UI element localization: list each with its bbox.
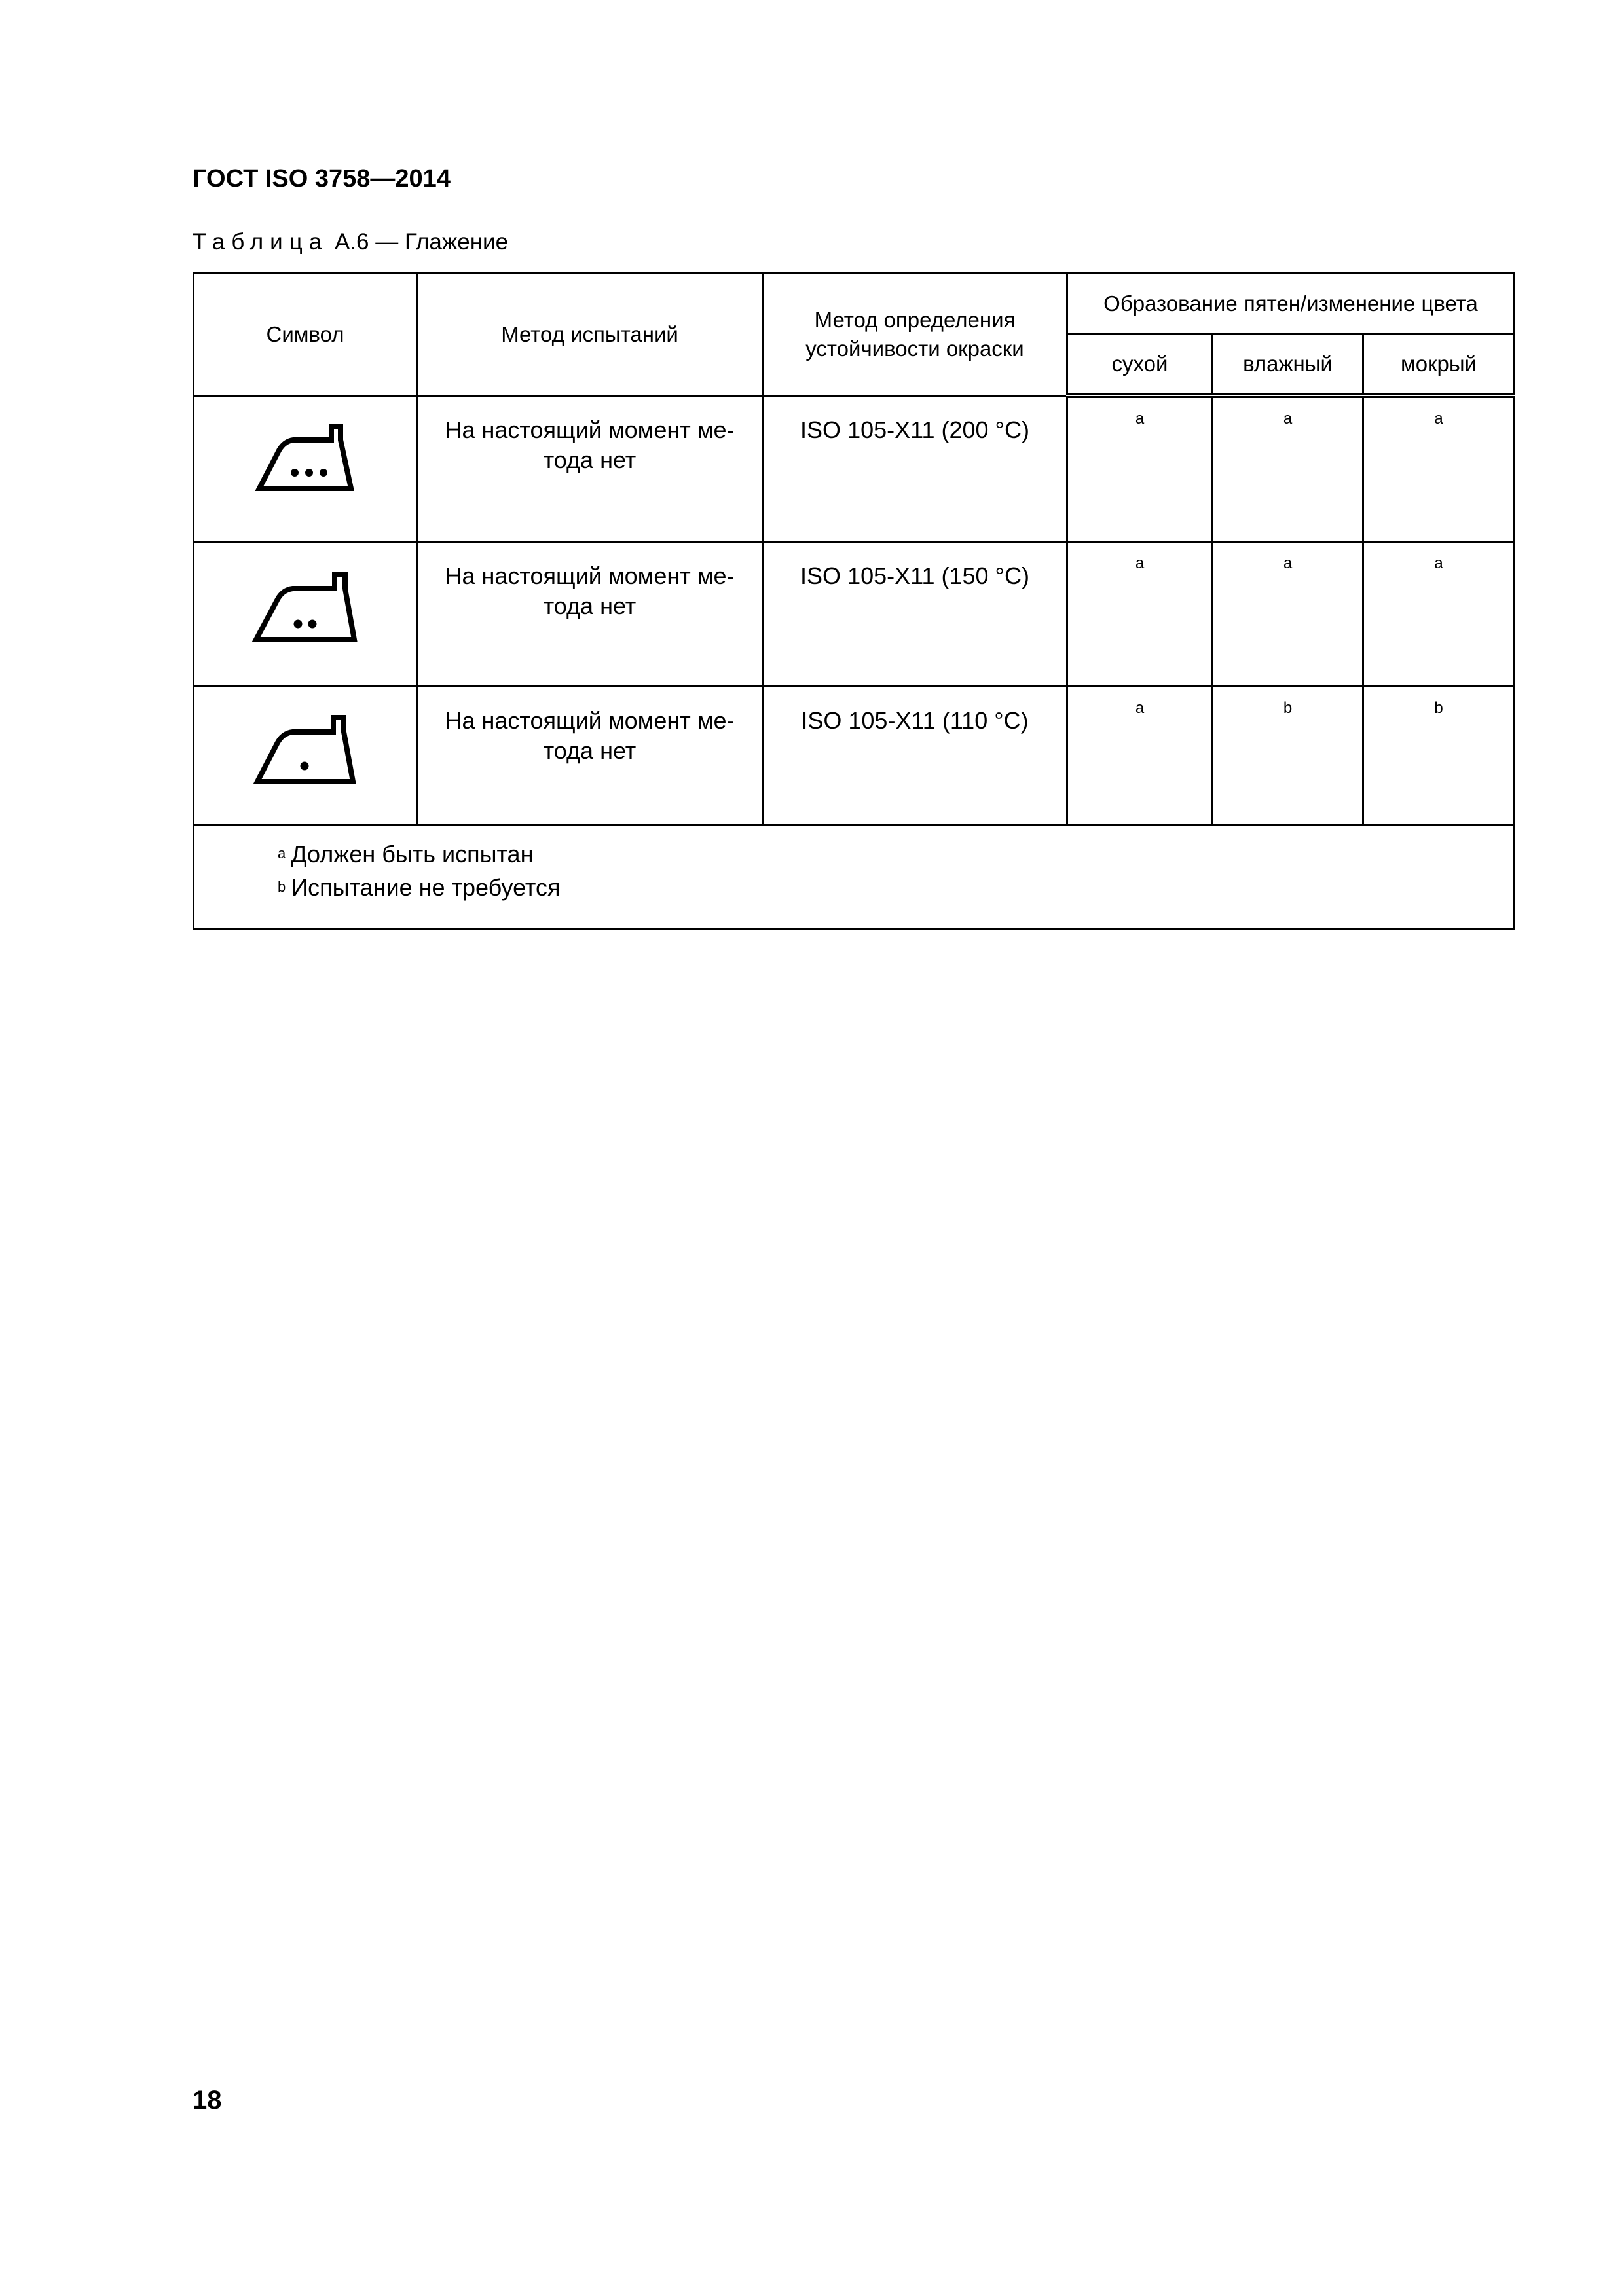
symbol-cell [194, 541, 417, 686]
fastness-method-cell: ISO 105-X11 (110 °C) [763, 686, 1067, 825]
iron-three-dots-icon [253, 416, 358, 495]
damp-mark: b [1213, 686, 1363, 825]
table-row [194, 395, 1515, 541]
footnote-text: Испытание не требуется [291, 873, 561, 901]
ironing-table [193, 272, 1515, 930]
damp-mark: a [1213, 395, 1363, 541]
wet-mark: a [1363, 541, 1515, 686]
test-method-cell: На настоящий момент ме-тода нет [417, 686, 763, 825]
table-row [194, 541, 1515, 686]
footnote-mark: b [278, 878, 286, 895]
footnotes-cell [194, 825, 1515, 928]
symbol-cell [194, 395, 417, 541]
header-dry: сухой [1067, 335, 1213, 396]
footnote-a [278, 839, 1513, 873]
test-method-cell: На настоящий момент ме-тода нет [417, 541, 763, 686]
footnote-row [194, 825, 1515, 928]
wet-mark: b [1363, 686, 1515, 825]
table-row [194, 686, 1515, 825]
dry-mark: a [1067, 541, 1213, 686]
symbol-cell [194, 686, 417, 825]
footnote-b [278, 873, 1513, 906]
dry-mark: a [1067, 686, 1213, 825]
document-title: ГОСТ ISO 3758—2014 [193, 165, 451, 192]
fastness-method-cell: ISO 105-X11 (200 °C) [763, 395, 1067, 541]
header-damp: влажный [1213, 335, 1363, 396]
table-caption-text: А.6 — Глажение [334, 229, 509, 255]
damp-mark: a [1213, 541, 1363, 686]
header-wet: мокрый [1363, 335, 1515, 396]
header-fastness-method: Метод определения устойчивости окраски [763, 274, 1067, 396]
iron-two-dots-icon [249, 562, 361, 647]
header-test-method: Метод испытаний [417, 274, 763, 396]
iron-one-dot-icon [251, 707, 360, 788]
wet-mark: a [1363, 395, 1515, 541]
header-staining-group: Образование пятен/изменение цвета [1067, 274, 1515, 335]
page-number: 18 [193, 2086, 222, 2115]
table-caption-label: Таблица [193, 229, 329, 255]
fastness-method-cell: ISO 105-X11 (150 °C) [763, 541, 1067, 686]
dry-mark: a [1067, 395, 1213, 541]
table-caption [193, 229, 508, 255]
footnote-mark: a [278, 845, 286, 862]
footnote-text: Должен быть испытан [291, 840, 534, 867]
test-method-cell: На настоящий момент ме-тода нет [417, 395, 763, 541]
header-symbol: Символ [194, 274, 417, 396]
